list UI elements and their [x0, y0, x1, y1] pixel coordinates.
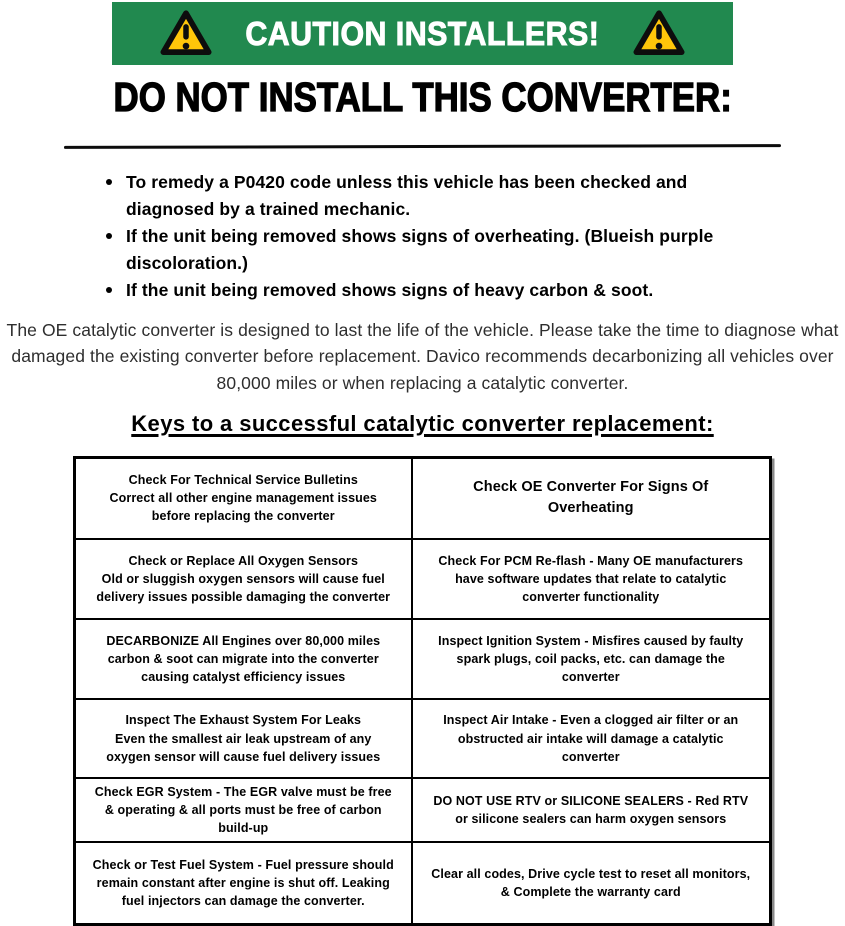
cell-text-line: Inspect Air Intake - Even a clogged air filter or an obstructed air intake will damage a catalytic converter [443, 713, 739, 764]
table-cell-right [412, 778, 771, 842]
cell-text-line: Clear all codes, Drive cycle test to reset all monitors, & Complete the warranty card [431, 867, 751, 900]
table-cell-right [412, 842, 771, 924]
bullet-item: If the unit being removed shows signs of overheating. (Blueish purple discoloration.) [100, 223, 718, 277]
replacement-checklist-table [73, 456, 772, 926]
cell-text-line: Check OE Converter For Signs Of Overheating [473, 479, 709, 517]
headline [0, 74, 845, 124]
cell-text-line: Check For PCM Re-flash - Many OE manufacturers have software updates that relate to catalytic converter functionality [438, 553, 744, 605]
cell-text-line: Old or sluggish oxygen sensors will cause fuel delivery issues possible damaging the converter [96, 572, 391, 605]
cell-text-line: DECARBONIZE All Engines over 80,000 miles carbon & soot can migrate into the converter causing catalyst efficiency issues [106, 633, 381, 685]
table-row [75, 778, 771, 842]
table-cell-right [412, 699, 771, 778]
bullet-item: To remedy a P0420 code unless this vehicle has been checked and diagnosed by a trained mechanic. [100, 169, 718, 223]
bullet-item: If the unit being removed shows signs of heavy carbon & soot. [100, 277, 718, 304]
cell-text-line: Even the smallest air leak upstream of any oxygen sensor will cause fuel delivery issues [106, 731, 381, 764]
table-cell-right [412, 457, 771, 539]
cell-text-line: Inspect Ignition System - Misfires caused by faulty spark plugs, coil packs, etc. can damage the converter [438, 633, 744, 685]
cell-text-line: Check or Test Fuel System - Fuel pressure should remain constant after engine is shut off. Leaking fuel injectors can damage the converter. [92, 858, 394, 909]
warning-triangle-icon [160, 10, 212, 57]
table-cell-left [75, 778, 412, 842]
cell-text-line: Check For Technical Service Bulletins [128, 473, 358, 488]
cell-text-line: Inspect The Exhaust System For Leaks [125, 713, 362, 728]
table-row [75, 842, 771, 924]
oe-converter-paragraph: The OE catalytic converter is designed to last the life of the vehicle. Please take the time to diagnose what damaged the existing converter before replacement. Davico recommends decarbonizing all vehicles over 80,000 miles or when replacing a catalytic converter. [6, 319, 839, 393]
table-cell-right [412, 539, 771, 619]
cell-text-line: DO NOT USE RTV or SILICONE SEALERS - Red RTV or silicone sealers can harm oxygen sensors [433, 794, 749, 827]
table-cell-left [75, 699, 412, 778]
divider-line [64, 144, 781, 149]
banner-title: CAUTION INSTALLERS! [245, 14, 600, 52]
cell-text-line: Correct all other engine management issues before replacing the converter [109, 491, 377, 524]
table-row [75, 457, 771, 539]
keys-heading: Keys to a successful catalytic converter replacement: [131, 411, 714, 437]
warning-triangle-icon [633, 10, 685, 57]
table-row [75, 619, 771, 699]
table-cell-right [412, 619, 771, 699]
table-row [75, 539, 771, 619]
table-cell-left [75, 619, 412, 699]
headline-text: DO NOT INSTALL THIS CONVERTER: [113, 74, 732, 120]
table-cell-left [75, 842, 412, 924]
table-row [75, 699, 771, 778]
cell-text-line: Check EGR System - The EGR valve must be free & operating & all ports must be free of carbon build-up [94, 785, 392, 836]
cell-text-line: Check or Replace All Oxygen Sensors [128, 553, 358, 568]
warning-bullet-list [100, 169, 718, 304]
table-cell-left [75, 457, 412, 539]
caution-flyer-page [0, 2, 845, 921]
caution-banner [112, 2, 733, 65]
table-cell-left [75, 539, 412, 619]
